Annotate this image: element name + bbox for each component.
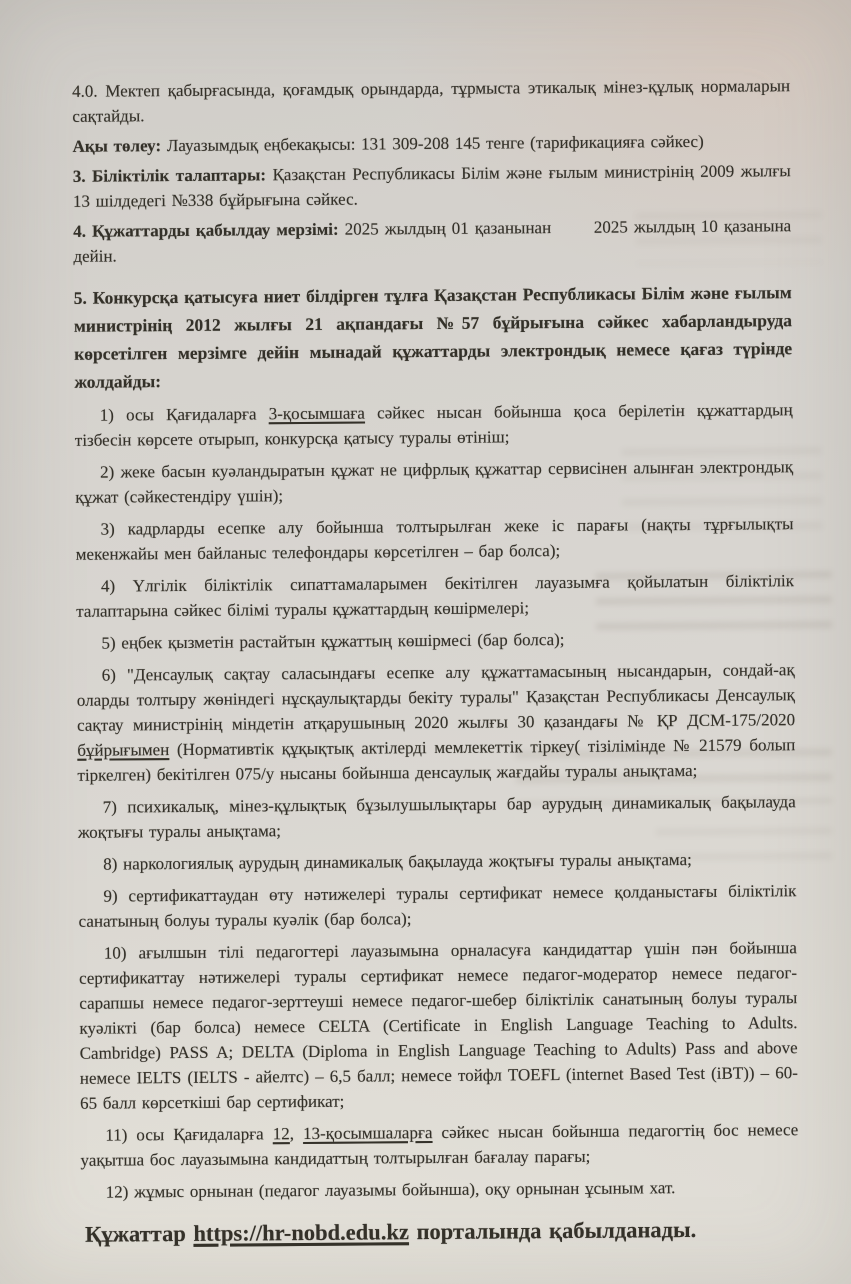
item-1-application-run-1: 3-қосымшаға [268,403,365,424]
item-1-application [75,397,793,453]
clause-4-deadline-run-1: 2025 жылдың 01 қазанынан 2025 жылдың 10 қазанына дейін. [73,216,792,266]
clause-4-deadline [73,213,791,269]
item-12-recommendation-letter-run-0: 12) жұмыс орнынан (педагог лауазымы бойынша), оқу орнынан ұсыным хат. [105,1178,676,1202]
item-6-health-certificate-run-0: 6) "Денсаулық сақтау саласындағы есепке алу құжаттамасының нысандарын, сондай-ақ оларды толтыру жөніндегі нұсқаулықтарды бекіту туралы" Қазақстан Республикасы Денсаулық сақтау министрінің міндетін атқарушының 2020 жылғы 30 қазандағы № ҚР ДСМ-175/2020 [76,660,796,735]
document-body [72,73,799,1255]
item-4-education-copies [76,568,794,624]
item-1-application-run-2: сәйкес нысан бойынша қоса берілетін құжаттардың тізбесін көрсете отырып, конкурсқа қатысу туралы өтініш; [74,400,793,450]
salary-line-run-1: Лауазымдық еңбекақысы: 131 309-208 145 тенге (тарификацияға сәйкес) [161,131,704,156]
item-8-narcological-certificate [78,846,796,877]
clause-3-qualification [73,158,791,214]
item-5-work-record-run-0: 5) еңбек қызметін растайтын құжаттың көшірмесі (бар болса); [101,629,565,653]
item-11-evaluation-sheet-run-1: 12 [272,1124,290,1144]
item-3-personnel-sheet [75,511,793,567]
item-3-personnel-sheet-run-0: 3) кадрларды есепке алу бойынша толтырылған жеке іс парағы (нақты тұрғылықты мекенжайы мен байланыс телефондары көрсетілген – бар болса); [75,514,794,564]
clause-4-0-ethics [72,73,790,129]
item-10-english-teachers [79,935,798,1116]
clause-5-intro-run-0: 5. Конкурсқа қатысуға ниет білдірген тұлға Қазақстан Республикасы Білім және ғылым министрінің 2012 жылғы 21 ақпандағы №57 бұйрығына сәйкес хабарландыруда көрсетілген мерзімге дейін мынадай құжаттарды электрондық немесе қағаз түрінде жолдайды: [73,282,793,392]
item-9-certification-results-run-0: 9) сертификаттаудан өту нәтижелері туралы сертификат немесе қолданыстағы біліктілік санатының болуы туралы куәлік (бар болса); [78,881,797,931]
item-6-health-certificate-run-1: бұйрығымен [77,740,170,760]
item-11-evaluation-sheet-run-3: 13-қосымшаларға [302,1123,433,1144]
item-7-psychiatric-certificate [78,789,796,845]
item-6-health-certificate-run-2: (Нормативтік құқықтық актілерді мемлекеттік тіркеу( тізілімінде № 21579 болып тіркелген) бекітілген 075/у нысаны бойынша денсаулық жағдайы туралы анықтама; [77,735,796,785]
clause-4-0-ethics-run-0: 4.0. Мектеп қабырғасында, қоғамдық орындарда, тұрмыста этикалық мінез-құлық нормаларын сақтайды. [72,76,791,126]
salary-line [72,128,790,159]
salary-line-run-0: Ақы төлеу: [72,136,162,156]
item-6-health-certificate [77,657,796,788]
item-12-recommendation-letter [81,1174,799,1205]
item-4-education-copies-run-0: 4) Үлгілік біліктілік сипаттамаларымен бекітілген лауазымға қойылатын біліктілік талаптарына сәйкес білімі туралы құжаттардың көшірмелері; [76,571,795,621]
item-11-evaluation-sheet-run-2: , [289,1124,304,1144]
item-9-certification-results [78,878,796,934]
item-7-psychiatric-certificate-run-0: 7) психикалық, мінез-құлықтық бұзылушылықтары бар аурудың динамикалық бақылауда жоқтығы туралы анықтама; [77,792,796,842]
item-5-work-record [76,625,794,656]
item-11-evaluation-sheet-run-4: сәйкес нысан бойынша педагогтің бос немесе уақытша бос лауазымына кандидаттың толтырылған бағалау парағы; [80,1120,799,1170]
item-8-narcological-certificate-run-0: 8) наркологиялық аурудың динамикалық бақылауда жоқтығы туралы анықтама; [103,849,692,874]
footer-portal-note [81,1213,799,1250]
footer-portal-note-run-1: https://hr-nobd.edu.kz [193,1219,409,1246]
clause-5-intro [74,278,793,396]
clause-4-deadline-run-0: 4. Құжаттарды қабылдау мерзімі: [73,219,339,241]
footer-portal-note-run-0: Құжаттар [84,1220,194,1247]
footer-portal-note-run-2: порталында қабылданады. [408,1216,697,1245]
clause-3-qualification-run-0: 3. Біліктілік талаптары: [72,165,267,186]
item-2-identity-run-0: 2) жеке басын куәландыратын құжат не цифрлық құжаттар сервисінен алынған электрондық құжат (сәйкестендіру үшін); [75,457,794,507]
clause-3-qualification-run-1: Қазақстан Республикасы Білім және ғылым министрінің 2009 жылғы 13 шілдедегі №338 бұйрығына сәйкес. [72,161,791,211]
item-2-identity [75,454,793,510]
item-10-english-teachers-run-0: 10) ағылшын тілі педагогтері лауазымына орналасуға кандидаттар үшін пән бойынша сертификаттау нәтижелері туралы сертификат немесе педагог-модератор немесе педагог-сарапшы немесе педагог-зерттеуші немесе педагог-шебер біліктілік санатының болуы туралы куәлікті (бар болса) немесе CELTA (Certificate in English Language Teaching to Adults. Cambridge) PASS A; DELTA (Diploma in English Language Teaching to Adults) Pass and above немесе IELTS (IELTS - айелтс) – 6,5 балл; немесе тойфл TOEFL (internet Based Test (iBT)) – 60-65 балл көрсеткіші бар сертификат; [79,938,798,1113]
item-1-application-run-0: 1) осы Қағидаларға [99,404,269,425]
item-11-evaluation-sheet [80,1117,798,1173]
item-11-evaluation-sheet-run-0: 11) осы Қағидаларға [105,1124,273,1145]
